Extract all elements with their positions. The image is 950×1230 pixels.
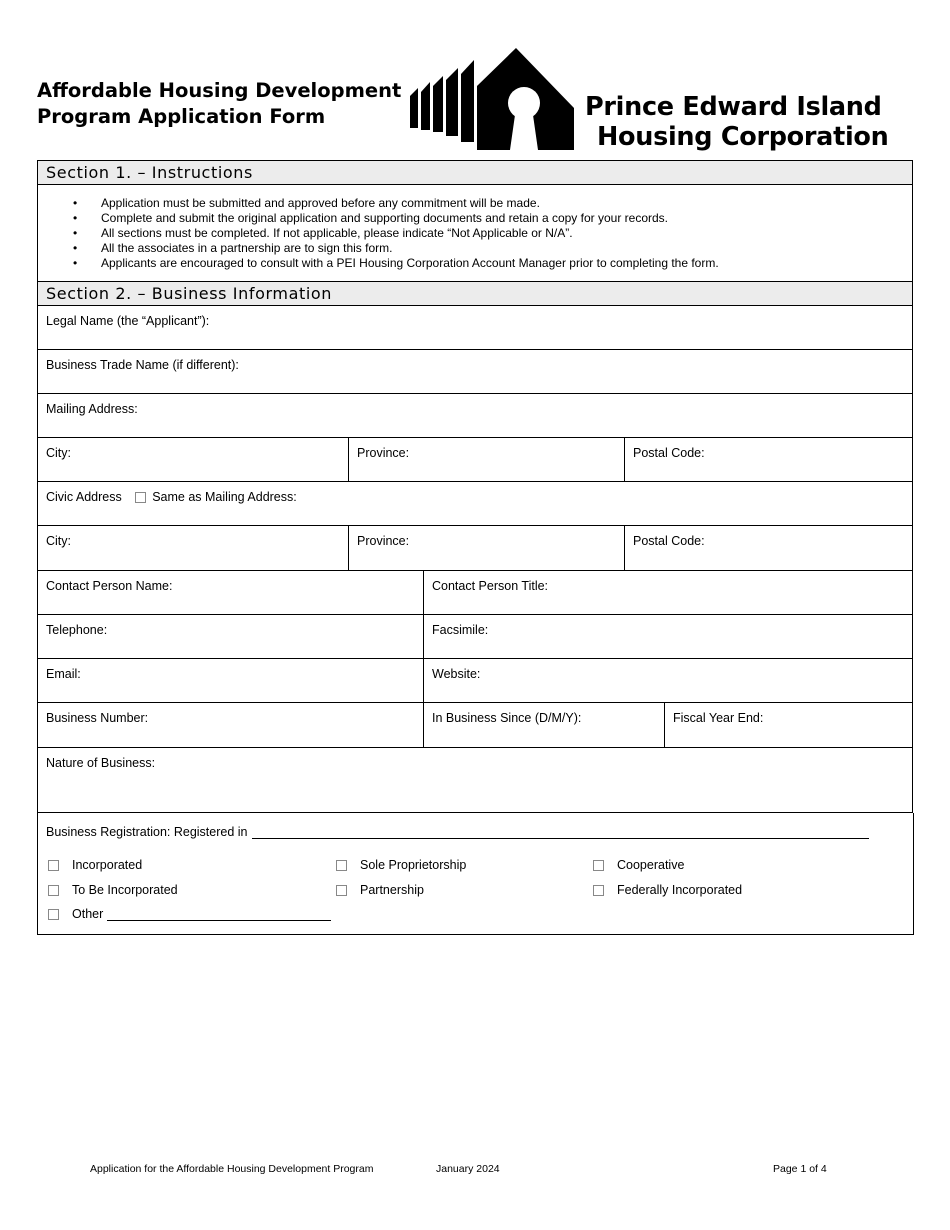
option-cooperative[interactable]: Cooperative: [593, 858, 684, 872]
nature-of-business-label: Nature of Business:: [46, 756, 156, 770]
phone-row: [38, 615, 912, 659]
same-as-mailing-checkbox[interactable]: [135, 492, 146, 503]
legal-name-label: Legal Name (the “Applicant”):: [46, 314, 210, 328]
in-business-since-field[interactable]: [424, 703, 665, 747]
instruction-item: • All the associates in a partnership are to sign this form.: [73, 241, 393, 255]
registration-label: Business Registration: Registered in: [46, 825, 248, 839]
trade-name-field[interactable]: [38, 350, 912, 393]
city-label: City:: [46, 534, 71, 548]
city-label: City:: [46, 446, 71, 460]
facsimile-label: Facsimile:: [432, 623, 489, 637]
trade-name-row: [38, 350, 912, 394]
section2-heading: Section 2. – Business Information: [38, 282, 912, 306]
email-row: [38, 659, 912, 703]
section1-heading: Section 1. – Instructions: [38, 161, 912, 185]
telephone-field[interactable]: [38, 615, 424, 658]
instruction-item: • Applicants are encouraged to consult with a PEI Housing Corporation Account Manager prior to completing the form.: [73, 256, 719, 270]
civic-address-field[interactable]: [38, 482, 912, 525]
mailing-address-label: Mailing Address:: [46, 402, 138, 416]
footer-page: Page 1 of 4: [773, 1163, 827, 1175]
nature-of-business-row: [38, 748, 912, 813]
footer-program: Application for the Affordable Housing Development Program: [90, 1163, 374, 1175]
civic-address-row: [38, 482, 912, 526]
postal-code-label: Postal Code:: [633, 534, 705, 548]
business-number-field[interactable]: [38, 703, 424, 747]
bullet-icon: •: [73, 196, 78, 210]
province-label: Province:: [357, 534, 410, 548]
form-title-line2: Program Application Form: [37, 105, 326, 128]
facsimile-field[interactable]: [424, 615, 912, 658]
business-number-row: [38, 703, 912, 748]
civic-postal-code-field[interactable]: [625, 526, 912, 570]
website-label: Website:: [432, 667, 481, 681]
instruction-item: • All sections must be completed. If not applicable, please indicate “Not Applicable or N/A”.: [73, 226, 573, 240]
nature-of-business-field[interactable]: [38, 748, 912, 812]
footer-date: January 2024: [436, 1163, 500, 1175]
contact-title-label: Contact Person Title:: [432, 579, 549, 593]
instructions-list: [38, 185, 912, 282]
option-partnership[interactable]: Partnership: [336, 883, 424, 897]
contact-title-field[interactable]: [424, 571, 912, 614]
partnership-checkbox[interactable]: [336, 885, 347, 896]
trade-name-label: Business Trade Name (if different):: [46, 358, 239, 372]
option-incorporated[interactable]: Incorporated: [48, 858, 142, 872]
contact-row: [38, 571, 912, 615]
form-title: [37, 78, 417, 130]
federally-incorporated-checkbox[interactable]: [593, 885, 604, 896]
option-sole-proprietorship[interactable]: Sole Proprietorship: [336, 858, 466, 872]
mailing-address-field[interactable]: [38, 394, 912, 437]
bullet-icon: •: [73, 241, 78, 255]
civic-city-field[interactable]: [38, 526, 349, 570]
house-keyhole-logo-icon: [408, 46, 576, 152]
fiscal-year-end-label: Fiscal Year End:: [673, 711, 764, 725]
mailing-city-row: [38, 438, 912, 482]
telephone-label: Telephone:: [46, 623, 108, 637]
mailing-city-field[interactable]: [38, 438, 349, 481]
form-title-line1: Affordable Housing Development: [37, 79, 402, 102]
other-checkbox[interactable]: [48, 909, 59, 920]
legal-name-field[interactable]: [38, 306, 912, 349]
contact-name-field[interactable]: [38, 571, 424, 614]
civic-province-field[interactable]: [349, 526, 625, 570]
fiscal-year-end-field[interactable]: [665, 703, 912, 747]
in-business-since-label: In Business Since (D/M/Y):: [432, 711, 582, 725]
other-input[interactable]: [107, 908, 331, 921]
civic-city-row: [38, 526, 912, 571]
province-label: Province:: [357, 446, 410, 460]
contact-name-label: Contact Person Name:: [46, 579, 173, 593]
section1: [37, 160, 913, 813]
instruction-item: • Complete and submit the original application and supporting documents and retain a copy for your records.: [73, 211, 668, 225]
legal-name-row: [38, 306, 912, 350]
application-form: [37, 160, 913, 935]
registration-line: [46, 824, 869, 839]
cooperative-checkbox[interactable]: [593, 860, 604, 871]
to-be-incorporated-checkbox[interactable]: [48, 885, 59, 896]
website-field[interactable]: [424, 659, 912, 702]
civic-address-label: Civic Address: [46, 490, 122, 504]
mailing-province-field[interactable]: [349, 438, 625, 481]
bullet-icon: •: [73, 226, 78, 240]
mailing-address-row: [38, 394, 912, 438]
option-other[interactable]: Other: [48, 907, 331, 921]
option-federally-incorporated[interactable]: Federally Incorporated: [593, 883, 742, 897]
email-field[interactable]: [38, 659, 424, 702]
email-label: Email:: [46, 667, 81, 681]
instruction-item: • Application must be submitted and approved before any commitment will be made.: [73, 196, 540, 210]
option-to-be-incorporated[interactable]: To Be Incorporated: [48, 883, 178, 897]
mailing-postal-code-field[interactable]: [625, 438, 912, 481]
sole-proprietorship-checkbox[interactable]: [336, 860, 347, 871]
bullet-icon: •: [73, 211, 78, 225]
business-registration: [37, 813, 914, 935]
bullet-icon: •: [73, 256, 78, 270]
organization-logo-text: [585, 92, 920, 152]
logo-line2: Housing Corporation: [597, 122, 889, 152]
business-number-label: Business Number:: [46, 711, 149, 725]
logo-line1: Prince Edward Island: [585, 92, 882, 122]
postal-code-label: Postal Code:: [633, 446, 705, 460]
same-as-mailing-label: Same as Mailing Address:: [152, 490, 297, 504]
registered-in-input[interactable]: [252, 824, 869, 839]
incorporated-checkbox[interactable]: [48, 860, 59, 871]
